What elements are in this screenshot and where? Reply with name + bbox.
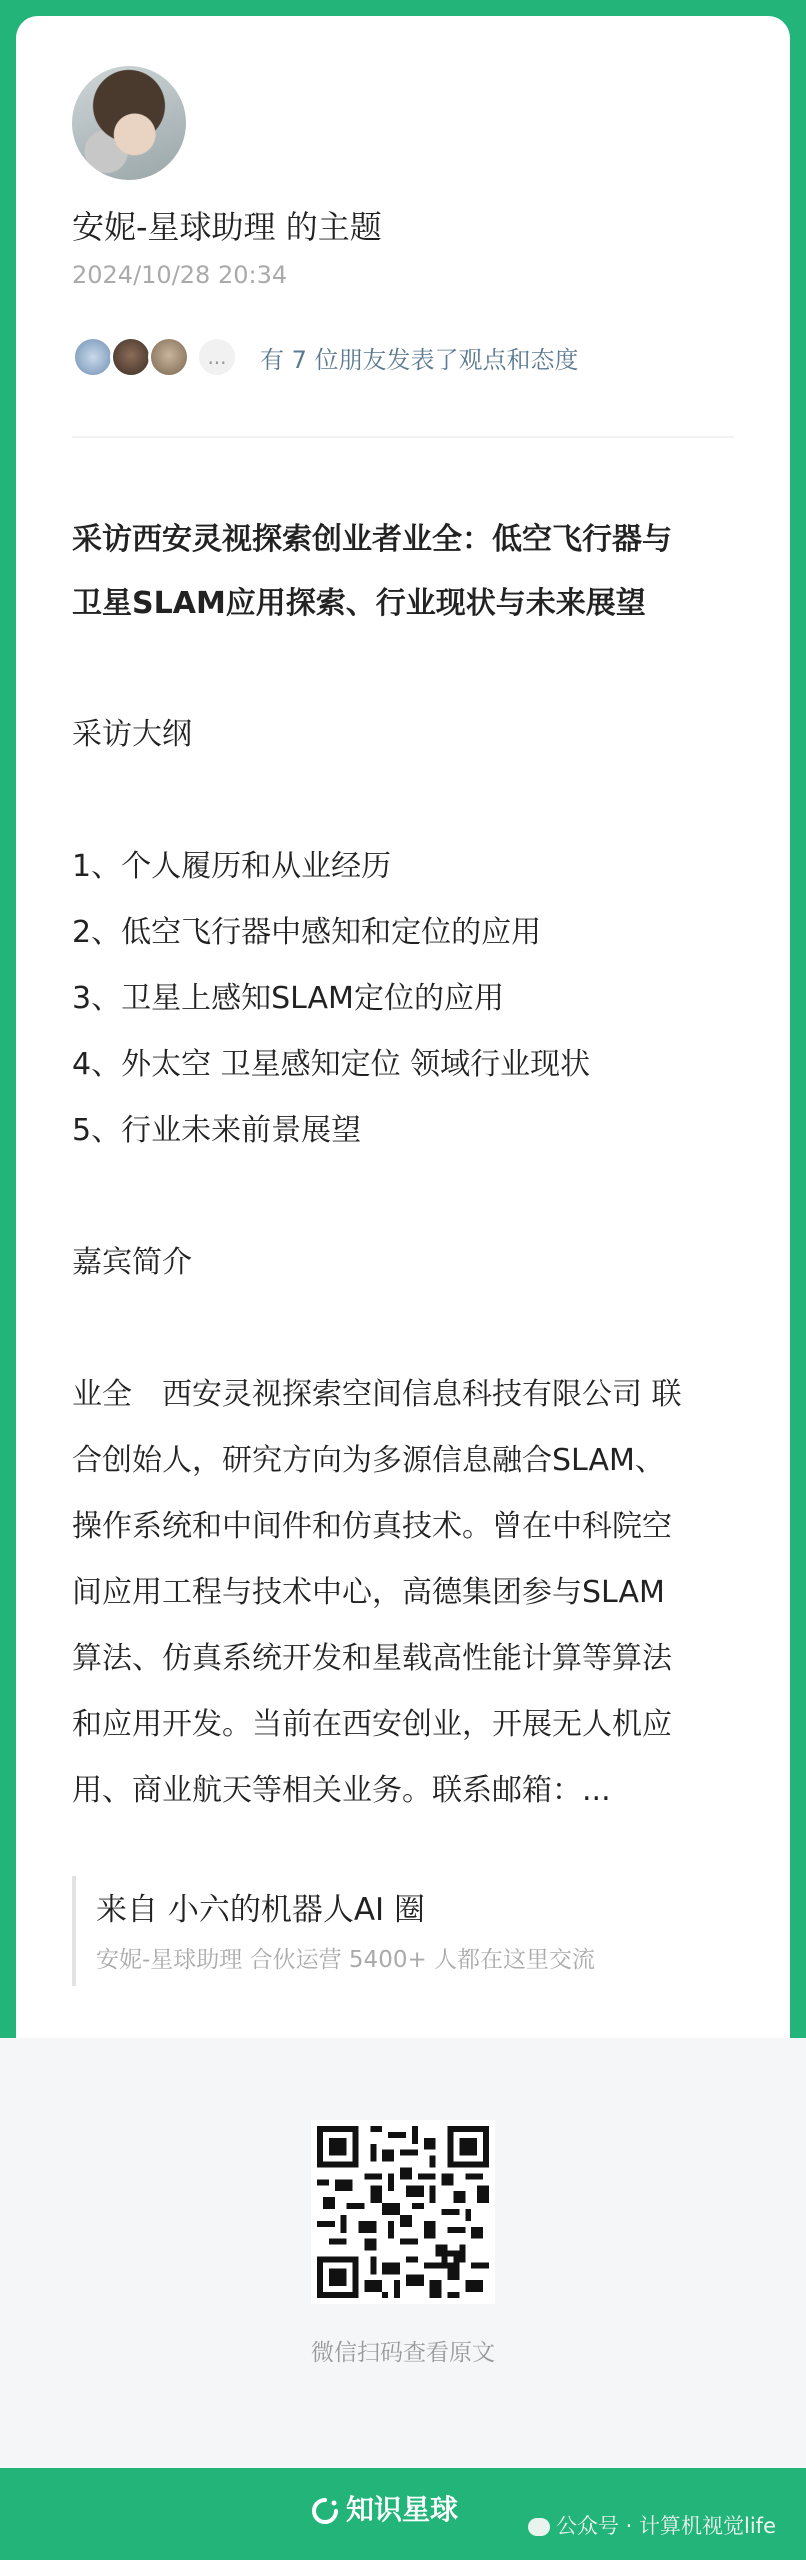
outline-item: 2、低空飞行器中感知和定位的应用 xyxy=(72,915,542,950)
friend-avatar xyxy=(72,336,114,378)
brand-logo xyxy=(310,2488,458,2528)
outline-item: 4、外太空 卫星感知定位 领域行业现状 xyxy=(72,1047,591,1082)
watermark-text: 公众号 · 计算机视觉life xyxy=(555,2514,776,2538)
outline-item: 3、卫星上感知SLAM定位的应用 xyxy=(72,981,504,1016)
source-circle-title[interactable]: 来自 小六的机器人AI 圈 xyxy=(96,1892,426,1928)
wechat-icon xyxy=(528,2518,550,2536)
divider xyxy=(72,436,734,438)
source-circle-subtitle: 安妮-星球助理 合伙运营 5400+ 人都在这里交流 xyxy=(96,1947,596,1973)
guest-intro-line: 用、商业航天等相关业务。联系邮箱：... xyxy=(72,1773,611,1808)
qr-code-icon[interactable] xyxy=(311,2120,495,2304)
outline-heading: 采访大纲 xyxy=(72,717,192,752)
brand-name: 知识星球 xyxy=(346,2493,459,2526)
guest-intro-line: 间应用工程与技术中心，高德集团参与SLAM xyxy=(72,1575,665,1610)
post-card xyxy=(16,16,790,2044)
friend-avatar xyxy=(110,336,152,378)
guest-intro-line: 合创始人，研究方向为多源信息融合SLAM、 xyxy=(72,1443,665,1478)
outline-item: 5、行业未来前景展望 xyxy=(72,1113,362,1148)
guest-intro-line: 操作系统和中间件和仿真技术。曾在中科院空 xyxy=(72,1509,672,1544)
watermark xyxy=(528,2510,776,2540)
guest-heading: 嘉宾简介 xyxy=(72,1245,192,1280)
author-avatar[interactable] xyxy=(72,66,186,180)
qr-caption: 微信扫码查看原文 xyxy=(311,2340,495,2366)
outline-item: 1、个人履历和从业经历 xyxy=(72,849,392,884)
author-title[interactable]: 安妮-星球助理 的主题 xyxy=(72,208,382,246)
qr-section xyxy=(0,2038,806,2468)
post-timestamp: 2024/10/28 20:34 xyxy=(72,261,288,289)
article-headline-line: 卫星SLAM应用探索、行业现状与未来展望 xyxy=(72,586,646,621)
source-circle[interactable] xyxy=(72,1876,734,1986)
qr-code-graphic xyxy=(317,2126,489,2298)
guest-intro-line: 和应用开发。当前在西安创业，开展无人机应 xyxy=(72,1707,672,1742)
friend-avatar xyxy=(148,336,190,378)
guest-intro-line: 算法、仿真系统开发和星载高性能计算等算法 xyxy=(72,1641,672,1676)
more-friends-icon: ... xyxy=(196,336,238,378)
guest-intro-line: 业全 西安灵视探索空间信息科技有限公司 联 xyxy=(72,1377,682,1412)
article-headline-line: 采访西安灵视探索创业者业全：低空飞行器与 xyxy=(72,522,672,557)
planet-logo-icon xyxy=(310,2496,340,2526)
article-body xyxy=(72,508,752,1824)
friends-reaction-text[interactable]: 有 7 位朋友发表了观点和态度 xyxy=(260,346,579,374)
